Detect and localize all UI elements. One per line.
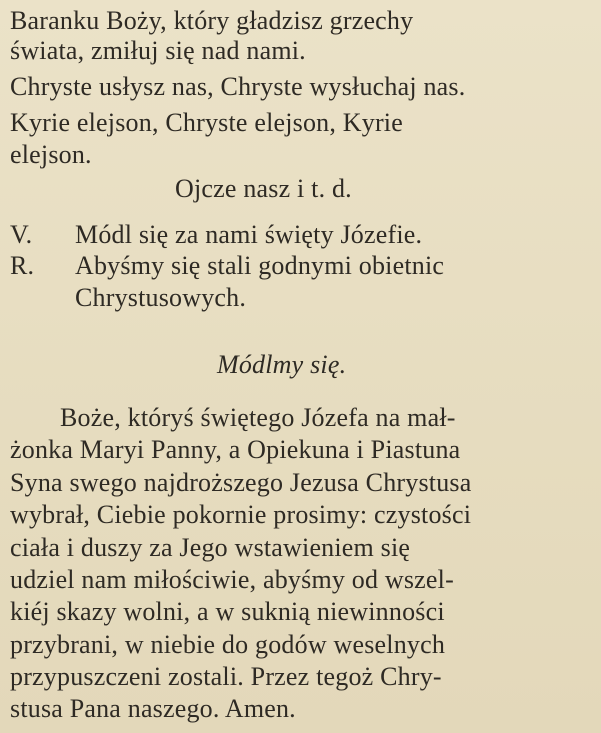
litany-line-5: elejson. (10, 140, 92, 169)
versicle-label: V. (10, 220, 33, 249)
response-label: R. (10, 251, 35, 280)
litany-line-2: świata, zmiłuj się nad nami. (10, 36, 306, 65)
litany-line-1: Baranku Boży, który gładzisz grzechy (10, 6, 414, 35)
response-line-2: Chrystusowych. (75, 283, 247, 312)
prayer-line-10: stusa Pana naszego. Amen. (10, 694, 296, 723)
prayer-line-1: Boże, któryś świętego Józefa na mał- (60, 403, 456, 432)
prayer-line-9: przypuszczeni zostali. Przez tegoż Chry- (10, 662, 442, 691)
versicle-text: Módl się za nami święty Józefie. (75, 220, 423, 249)
prayer-heading: Módlmy się. (217, 350, 347, 379)
prayer-line-2: żonka Maryi Panny, a Opiekuna i Piastuna (10, 435, 461, 464)
prayer-line-8: przybrani, w niebie do godów weselnych (10, 630, 446, 659)
prayer-line-4: wybrał, Ciebie pokornie prosimy: czystości (10, 500, 472, 529)
litany-line-3: Chryste usłysz nas, Chryste wysłuchaj nas. (10, 72, 466, 101)
prayer-line-6: udziel nam miłościwie, abyśmy od wszel- (10, 565, 454, 594)
response-line-1: Abyśmy się stali godnymi obietnic (75, 251, 445, 280)
our-father-line: Ojcze nasz i t. d. (175, 174, 352, 203)
prayer-line-3: Syna swego najdroższego Jezusa Chrystusa (10, 468, 472, 497)
litany-line-4: Kyrie elejson, Chryste elejson, Kyrie (10, 108, 403, 137)
prayer-line-7: kiéj skazy wolni, a w suknią niewinności (10, 597, 445, 626)
prayer-line-5: ciała i duszy za Jego wstawieniem się (10, 533, 411, 562)
